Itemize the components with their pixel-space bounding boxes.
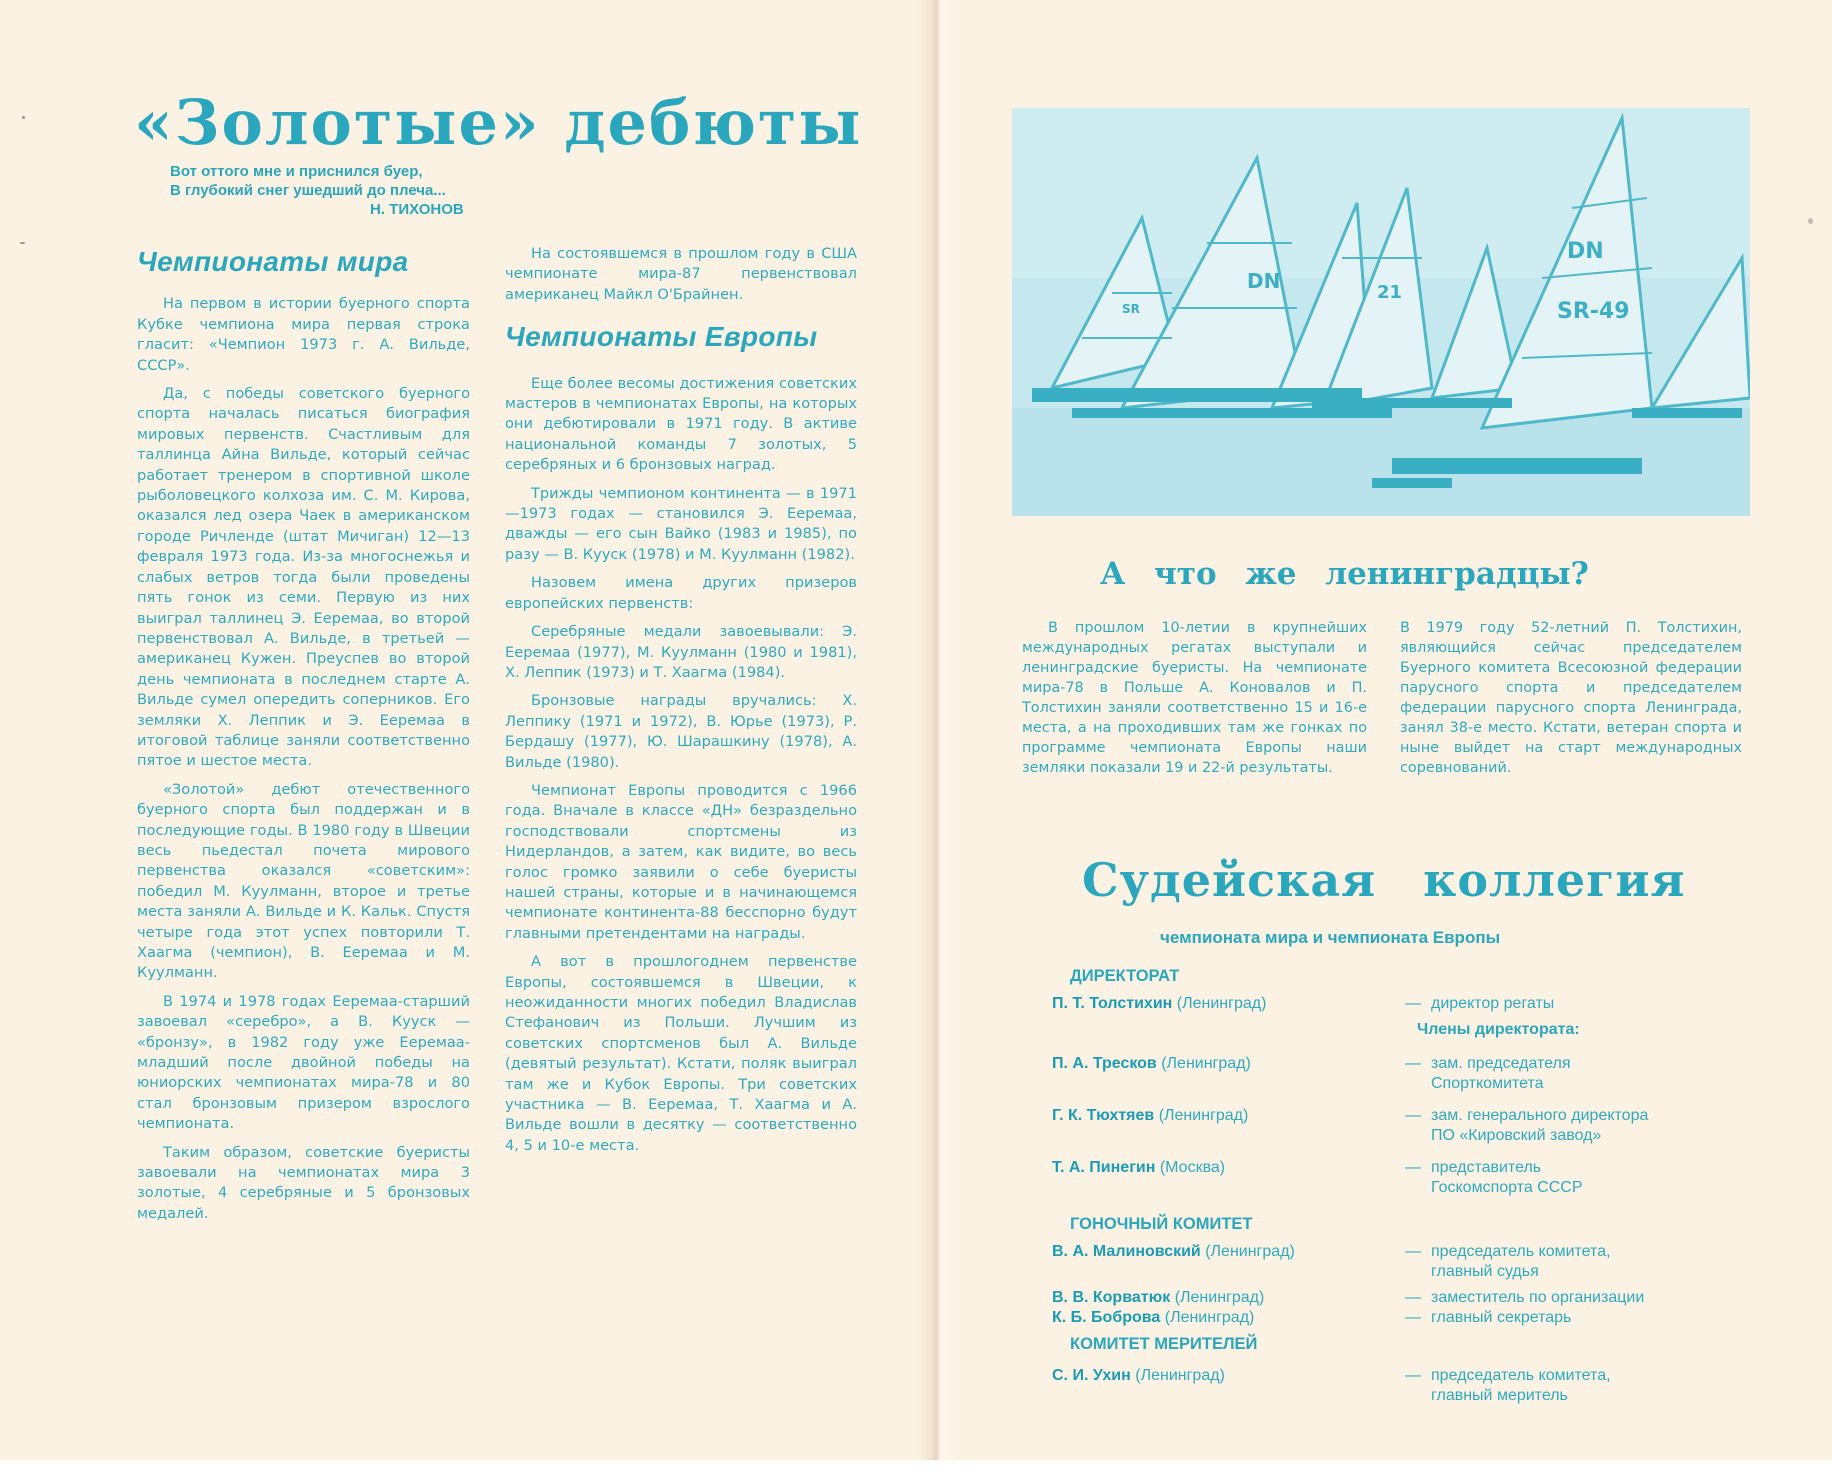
epigraph-line: В глубокий снег ушедший до плеча... [170, 182, 446, 199]
dash: — [1405, 1243, 1421, 1260]
dash: — [1405, 1289, 1421, 1306]
group-heading-measurers: КОМИТЕТ МЕРИТЕЛЕЙ [1070, 1335, 1258, 1353]
member-city: (Москва) [1159, 1159, 1226, 1176]
board-member-row [1052, 1158, 1752, 1198]
member-city: (Ленинград) [1174, 1289, 1265, 1306]
dash: — [1405, 1309, 1421, 1326]
section-title-leningrad: А что же ленинградцы? [1100, 556, 1589, 592]
board-member-row [1052, 994, 1752, 1014]
paragraph: Трижды чемпионом континента — в 1971—1973 годах — становился Э. Ееремаа, дважды — его сын Вайко (1983 и 1985), по разу — В. Кууск (1978) и М. Куулманн (1982). [505, 484, 857, 563]
member-name: Т. А. Пинегин [1052, 1159, 1156, 1176]
role-line: Госкомспорта СССР [1431, 1179, 1583, 1196]
board-member-row [1052, 1366, 1752, 1406]
role-line: председатель комитета, [1431, 1367, 1611, 1384]
dash: — [1405, 1159, 1421, 1176]
member-name: С. И. Ухин [1052, 1367, 1131, 1384]
member-role [1405, 1288, 1745, 1308]
column-world-championships [137, 246, 470, 1232]
member-name: П. А. Тресков [1052, 1055, 1157, 1072]
role-line: главный судья [1431, 1263, 1539, 1280]
section-heading-europe: Чемпионаты Европы [505, 321, 818, 353]
role-line: представитель [1431, 1159, 1542, 1176]
epigraph-author: Н. ТИХОНОВ [370, 201, 464, 218]
dash: — [1405, 1107, 1421, 1124]
board-member-row [1052, 1106, 1752, 1146]
column-leningrad-2 [1400, 618, 1742, 786]
paragraph: В 1974 и 1978 годах Ееремаа-старший завоевал «серебро», а В. Кууск — «бронзу», в 1982 году уже Ееремаа-младший после двойной победы на юниорских чемпионатах мира-78 и 80 стал бронзовым призером взрослого чемпионата. [137, 992, 470, 1133]
member-role [1405, 1158, 1745, 1198]
group-heading-directorate: ДИРЕКТОРАТ [1070, 967, 1180, 985]
paragraph: А вот в прошлогоднем первенстве Европы, состоявшемся в Швеции, к неожиданности многих победил Владислав Стефанович из Польши. Лучшим из советских спортсменов был А. Вильде (девятый результат). Кстати, поляк выиграл там же и Кубок Европы. Три советских участника — В. Ееремаа, Т. Хаагма и А. Вильде вошли в десятку — соответственно 4, 5 и 10-е места. [505, 953, 857, 1154]
role-line: главный меритель [1431, 1387, 1568, 1404]
paragraph: Бронзовые награды вручались: Х. Леппику (1971 и 1972), В. Юрье (1973), Р. Бердашу (1977), Ю. Шарашкину (1978), А. Вильде (1980). [505, 692, 857, 771]
member-name: П. Т. Толстихин [1052, 995, 1173, 1012]
member-name: К. Б. Боброва [1052, 1309, 1161, 1326]
role-line: ПО «Кировский завод» [1431, 1127, 1602, 1144]
section-title-judges-board: Судейская коллегия [1082, 853, 1686, 907]
member-name-cell [1052, 994, 1405, 1014]
member-name-cell [1052, 1054, 1405, 1094]
svg-text:21: 21 [1377, 282, 1403, 303]
dash: — [1405, 995, 1421, 1012]
member-role [1405, 1366, 1745, 1406]
member-role [1405, 1308, 1745, 1328]
member-city: (Ленинград) [1205, 1243, 1295, 1260]
member-name-cell [1052, 1288, 1405, 1308]
paragraph: На состоявшемся в прошлом году в США чемпионате мира-87 первенствовал американец Майкл О'Брайнен. [505, 245, 857, 303]
member-role [1405, 994, 1745, 1014]
column-europe-championships [505, 244, 857, 1164]
judges-board-list [1052, 966, 1752, 1418]
svg-text:DN: DN [1247, 269, 1281, 293]
paragraph: Да, с победы советского буерного спорта началась писаться биография мировых первенств. Счастливым для таллинца Айна Вильде, который сейчас работает тренером в спортивной школе рыболовецкого колхоза им. С. М. Кирова, оказался лед озера Чаек в американском городе Ричленде (штат Мичиган) 12—13 февраля 1973 года. Из-за многоснежья и слабых ветров тогда были проведены пять гонок из семи. Первую из них выиграл таллинец Э. Ееремаа, во второй первенствовал А. Вильде, в третьей — американец Кужен. Преуспев во второй день чемпионата в последнем старте А. Вильде сумел опередить соперников. Его земляки Х. Леппик и Э. Ееремаа в итоговой таблице заняли соответственно пятое и шестое места. [137, 385, 470, 770]
paper-speck [20, 242, 25, 244]
board-member-row [1052, 1054, 1752, 1094]
section-heading-world: Чемпионаты мира [137, 246, 409, 277]
member-role [1405, 1106, 1745, 1146]
paragraph: На первом в истории буерного спорта Кубке чемпиона мира первая строка гласит: «Чемпион 1973 г. А. Вильде, СССР». [137, 295, 470, 374]
page-fold [918, 0, 956, 1460]
role-line: заместитель по организации [1431, 1289, 1645, 1306]
role-line: председатель комитета, [1431, 1243, 1611, 1260]
member-name-cell [1052, 1366, 1405, 1406]
member-city: (Ленинград) [1164, 1309, 1255, 1326]
paragraph: Таким образом, советские буеристы завоевали на чемпионатах мира 3 золотые, 4 серебряные и 5 бронзовых медалей. [137, 1143, 470, 1222]
board-member-row [1052, 1308, 1752, 1328]
page-title: «Золотые» дебюты [134, 86, 863, 159]
member-name-cell [1052, 1158, 1405, 1198]
member-name: Г. К. Тюхтяев [1052, 1107, 1155, 1124]
member-city: (Ленинград) [1135, 1367, 1225, 1384]
role-line: Спорткомитета [1431, 1075, 1544, 1092]
paragraph: Назовем имена других призеров европейских первенств: [505, 574, 857, 612]
paragraph: В прошлом 10-летии в крупнейших международных регатах выступали и ленинградские буеристы. На чемпионате мира-78 в Польше А. Коновалов и П. Толстихин заняли соответственно 15 и 16-е места, а на проходивших там же гонках по программе чемпионата Европы наши земляки показали 19 и 22-й результаты. [1022, 620, 1367, 776]
paragraph: «Золотой» дебют отечественного буерного спорта был поддержан и в последующие годы. В 1980 году в Швеции весь пьедестал почета мирового первенства оказался «советским»: победил М. Куулманн, второе и третье места заняли А. Вильде и К. Кальк. Спустя четыре года этот успех повторили Т. Хаагма (чемпион), В. Ееремаа и М. Куулманн. [137, 780, 470, 982]
column-leningrad-1 [1022, 618, 1367, 786]
member-name-cell [1052, 1242, 1405, 1282]
member-role [1405, 1242, 1745, 1282]
role-line: зам. генерального директора [1431, 1107, 1649, 1124]
paragraph: Еще более весомы достижения советских мастеров в чемпионатах Европы, на которых они дебютировали в 1971 году. В активе национальной команды 7 золотых, 5 серебряных и 6 бронзовых наград. [505, 374, 857, 474]
role-line: зам. председателя [1431, 1055, 1571, 1072]
dash: — [1405, 1367, 1421, 1384]
svg-text:SR: SR [1122, 302, 1140, 316]
member-name-cell [1052, 1308, 1405, 1328]
member-city: (Ленинград) [1161, 1055, 1251, 1072]
epigraph [170, 162, 590, 219]
role-line: директор регаты [1431, 995, 1555, 1012]
board-member-row [1052, 1288, 1752, 1308]
paper-speck [22, 116, 25, 119]
paragraph: Чемпионат Европы проводится с 1966 года. Вначале в классе «ДН» безраздельно господствовали спортсмены из Нидерландов, а затем, как видите, во весь голос громко заявили о себе буеристы нашей страны, которые и в начинающемся чемпионате континента-88 бесспорно будут главными претендентами на награды. [505, 781, 857, 942]
members-heading: Члены директората: [1417, 1021, 1580, 1038]
svg-text:SR-49: SR-49 [1557, 299, 1630, 324]
group-heading-race-committee: ГОНОЧНЫЙ КОМИТЕТ [1070, 1215, 1253, 1233]
dash: — [1405, 1055, 1421, 1072]
role-line: главный секретарь [1431, 1309, 1572, 1326]
member-name: В. А. Малиновский [1052, 1243, 1201, 1260]
scan-edge [0, 1460, 1832, 1478]
ice-yacht-photo [1012, 108, 1750, 516]
member-role [1405, 1054, 1745, 1094]
member-name-cell [1052, 1106, 1405, 1146]
member-name: В. В. Корватюк [1052, 1289, 1171, 1306]
judges-board-subtitle: чемпионата мира и чемпионата Европы [1160, 928, 1501, 947]
member-city: (Ленинград) [1176, 995, 1267, 1012]
epigraph-line: Вот оттого мне и приснился буер, [170, 163, 423, 180]
paragraph: В 1979 году 52-летний П. Толстихин, являющийся сейчас председателем Буерного комитета Всесоюзной федерации парусного спорта и председателем федерации парусного спорта Ленинграда, занял 38-е место. Кстати, ветеран спорта и ныне выйдет на старт международных соревнований. [1400, 620, 1742, 776]
member-city: (Ленинград) [1158, 1107, 1249, 1124]
paragraph: Серебряные медали завоевывали: Э. Ееремаа (1977), М. Куулманн (1980 и 1981), Х. Леппик (1973) и Т. Хаагма (1984). [505, 623, 857, 681]
board-member-row [1052, 1242, 1752, 1282]
svg-text:DN: DN [1567, 239, 1604, 264]
ice-yacht-photo-illustration [1012, 108, 1750, 516]
paper-speck [1808, 218, 1813, 224]
